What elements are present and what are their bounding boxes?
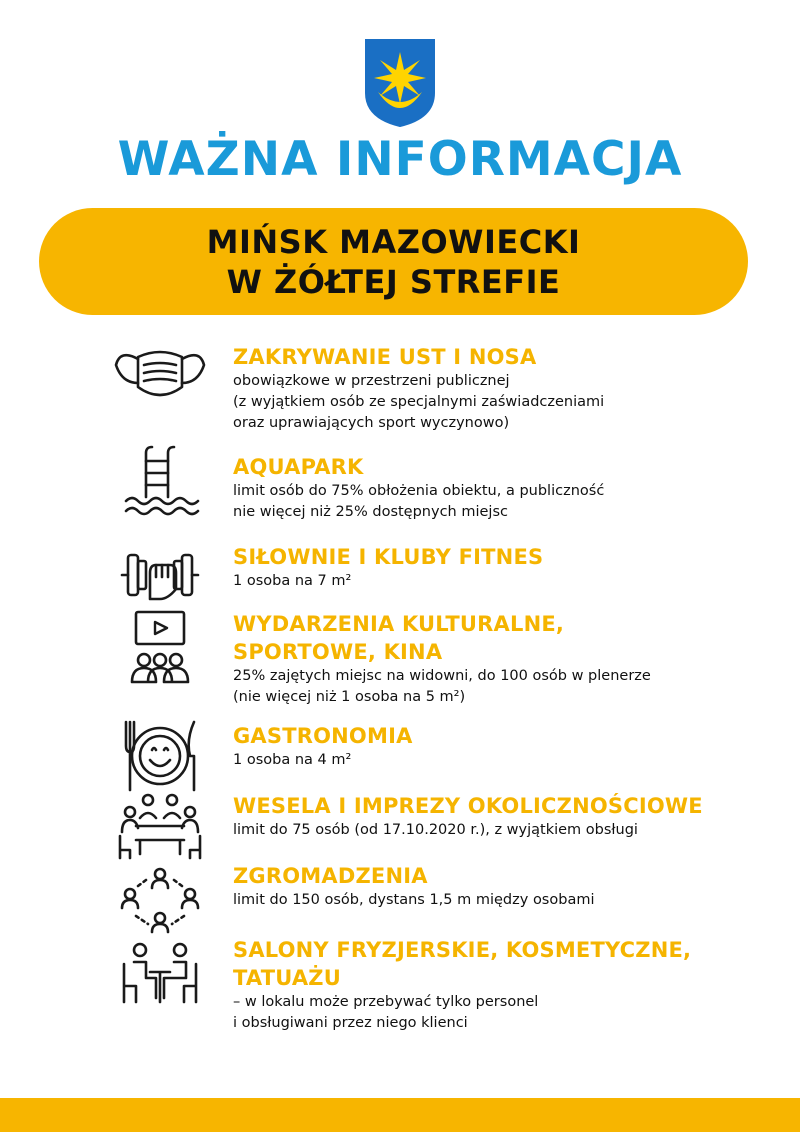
zone-banner <box>39 208 748 315</box>
page-title: WAŻNA INFORMACJA <box>117 132 683 187</box>
rule-description: limit do 150 osób, dystans 1,5 m między osobami <box>233 892 595 908</box>
rule-heading: WESELA I IMPREZY OKOLICZNOŚCIOWE <box>233 794 703 818</box>
rule-description: limit osób do 75% obłożenia obiektu, a publiczność nie więcej niż 25% dostępnych miejsc <box>233 483 605 520</box>
dumbbell-icon <box>110 537 210 617</box>
rule-heading: ZAKRYWANIE UST I NOSA <box>233 345 537 369</box>
plate-cutlery-icon <box>110 716 210 796</box>
rule-heading: GASTRONOMIA <box>233 724 413 748</box>
rule-description: limit do 75 osób (od 17.10.2020 r.), z wyjątkiem obsługi <box>233 822 638 838</box>
salon-chairs-icon <box>110 938 210 1018</box>
rule-heading: WYDARZENIA KULTURALNE, SPORTOWE, KINA <box>233 612 565 664</box>
rule-heading: SIŁOWNIE I KLUBY FITNES <box>233 545 544 569</box>
rule-heading: ZGROMADZENIA <box>233 864 428 888</box>
footer-bar <box>0 1098 800 1132</box>
face-mask-icon <box>110 343 210 423</box>
banquet-table-icon <box>110 788 210 868</box>
rule-description: 1 osoba na 7 m² <box>233 573 352 589</box>
rule-description: 25% zajętych miejsc na widowni, do 100 osób w plenerze (nie więcej niż 1 osoba na 5 m²) <box>233 668 651 705</box>
rule-description: – w lokalu może przebywać tylko personel i obsługiwani przez niego klienci <box>233 994 539 1031</box>
banner-line-1: MIŃSK MAZOWIECKI <box>206 222 581 261</box>
city-crest-logo <box>364 38 436 128</box>
banner-line-2: W ŻÓŁTEJ STREFIE <box>226 262 561 301</box>
cinema-screen-icon <box>110 610 210 690</box>
rule-description: 1 osoba na 4 m² <box>233 752 352 768</box>
rule-description: obowiązkowe w przestrzeni publicznej (z wyjątkiem osób ze specjalnymi zaświadczeniami oraz uprawiających sport wyczynowo) <box>233 373 605 431</box>
rule-heading: SALONY FRYZJERSKIE, KOSMETYCZNE, TATUAŻU <box>233 938 692 990</box>
people-distance-icon <box>110 864 210 944</box>
rule-heading: AQUAPARK <box>233 455 364 479</box>
swimming-pool-icon <box>110 445 210 525</box>
